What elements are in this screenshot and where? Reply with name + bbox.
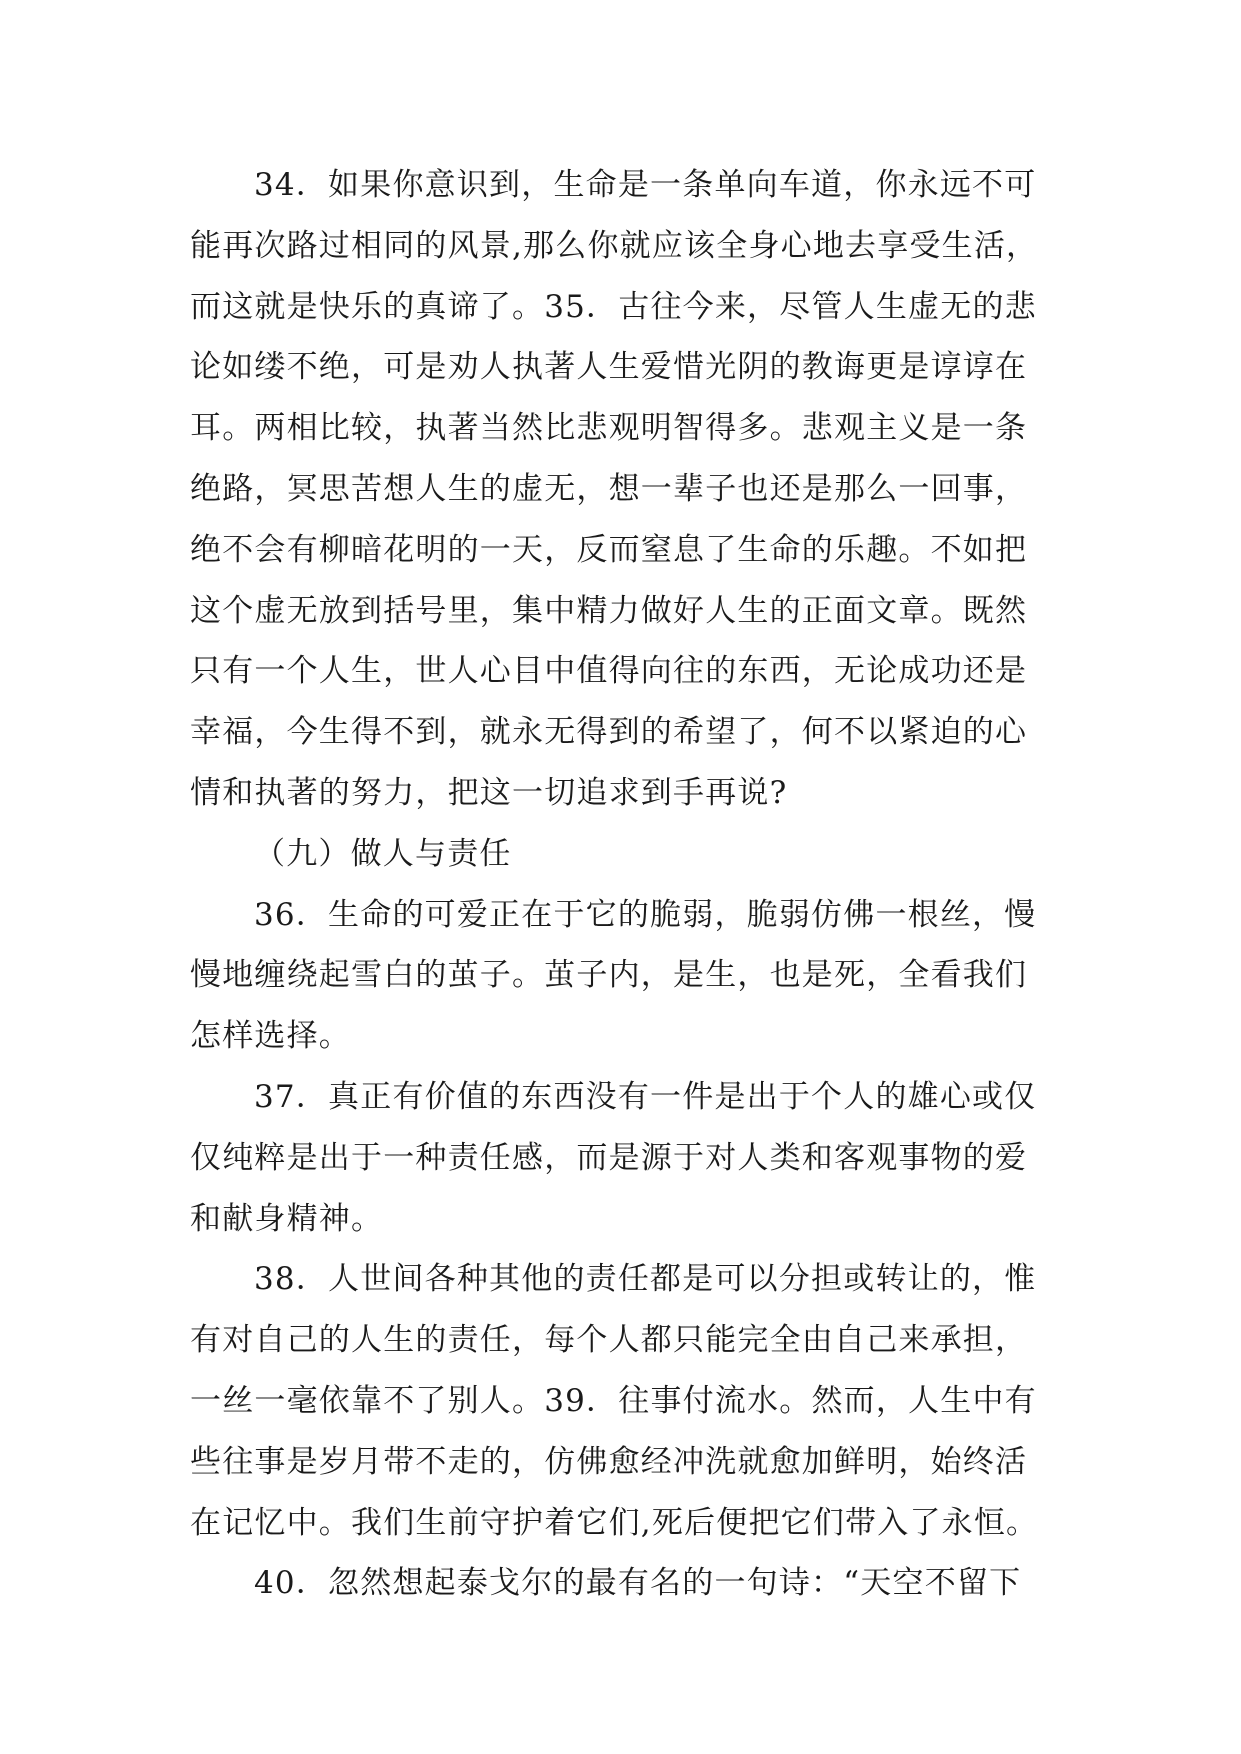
text-line: 些往事是岁月带不走的，仿佛愈经冲洗就愈加鲜明，始终活 xyxy=(190,1443,1028,1480)
text-line: 34．如果你意识到，生命是一条单向车道，你永远不可 xyxy=(254,167,1037,203)
text-line: 绝不会有柳暗花明的一天，反而窒息了生命的乐趣。不如把 xyxy=(190,531,1028,568)
text-line: 这个虚无放到括号里，集中精力做好人生的正面文章。既然 xyxy=(190,592,1028,629)
text-line: 只有一个人生，世人心目中值得向往的东西，无论成功还是 xyxy=(190,653,1028,690)
text-line: 而这就是快乐的真谛了。35．古往今来，尽管人生虚无的悲 xyxy=(190,288,1037,325)
text-line: 在记忆中。我们生前守护着它们,死后便把它们带入了永恒。 xyxy=(190,1504,1039,1541)
text-line: 37．真正有价值的东西没有一件是出于个人的雄心或仅 xyxy=(254,1078,1037,1115)
document-body xyxy=(190,155,1070,1614)
text-line: 怎样选择。 xyxy=(190,1018,351,1055)
text-line: 有对自己的人生的责任，每个人都只能完全由自己来承担， xyxy=(190,1322,1028,1359)
text-line: 情和执著的努力，把这一切追求到手再说? xyxy=(190,774,788,811)
text-line: 仅纯粹是出于一种责任感，而是源于对人类和客观事物的爱 xyxy=(190,1139,1028,1176)
section-heading: （九）做人与责任 xyxy=(254,835,512,872)
text-line: 和献身精神。 xyxy=(190,1200,384,1237)
text-line: 耳。两相比较，执著当然比悲观明智得多。悲观主义是一条 xyxy=(190,410,1028,447)
text-line: 慢地缠绕起雪白的茧子。茧子内，是生，也是死，全看我们 xyxy=(190,957,1028,994)
text-line: 绝路，冥思苦想人生的虚无，想一辈子也还是那么一回事， xyxy=(190,470,1028,507)
text-line: 一丝一毫依靠不了别人。39．往事付流水。然而，人生中有 xyxy=(190,1382,1037,1419)
text-line: 能再次路过相同的风景,那么你就应该全身心地去享受生活， xyxy=(190,227,1039,264)
text-line: 40．忽然想起泰戈尔的最有名的一句诗：“天空不留下 xyxy=(254,1565,1022,1602)
text-line: 38．人世间各种其他的责任都是可以分担或转让的，惟 xyxy=(254,1261,1037,1298)
text-line: 论如缕不绝，可是劝人执著人生爱惜光阴的教诲更是谆谆在 xyxy=(190,349,1028,386)
text-line: 幸福，今生得不到，就永无得到的希望了，何不以紧迫的心 xyxy=(190,714,1028,751)
text-line: 36．生命的可爱正在于它的脆弱，脆弱仿佛一根丝，慢 xyxy=(254,896,1037,933)
